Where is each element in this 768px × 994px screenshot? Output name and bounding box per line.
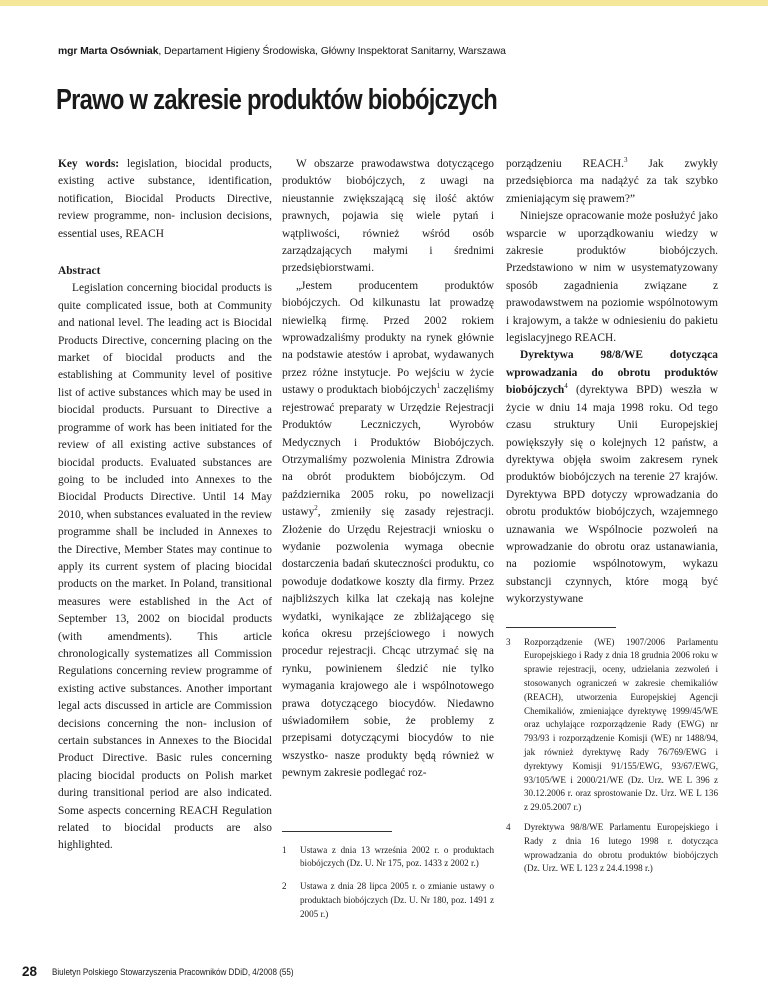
footnote-ref: 3	[624, 156, 628, 165]
text-run: (dyrektywa BPD) weszła w życie w dniu 14 maja 1998 roku. Od tego czasu struktury Unii Europejskiej powiększyły się o kolejnych 12 państw, a dyrektywa objęła swoim zakresem rynek produktów biobójczych na terenie 27 krajów. Dyrektywa BPD dotyczy wprowadzania do obrotu produktów biobójczych, wzajemnego uznawania we Wspólnocie pozwoleń na wprowadzanie do obrotu oraz ustanawiania, na poziomie wspólnotowym, wykazu substancji czynnych, które mogą być wykorzystywane	[506, 384, 718, 606]
text-run: , zmieniły się zasady rejestracji. Złożenie do Urzędu Rejestracji wniosku o wydanie pozwolenia wymaga obecnie dostarczenia badań skuteczności produktu, co powoduje dodatkowe koszty dla firmy. Przez najbliższych kilka lat czekają nas kolejne wydatki, wynikające ze zbliżającego się końca okresu przejściowego i nowych procedur rejestracji. Chcąc utrzymać się na rynku, powinienem śledzić nie tylko wymagania krajowego ale i wspólnotowego prawa dotyczącego biocydów. Niedawno uświadomiłem sobie, że problemy z przepisami dotyczącymi biocydów to nie wszystko- nasze produkty będą również w pewnym zakresie podlegać roz-	[282, 506, 494, 780]
text-run: Jak zwykły przedsiębiorca ma nadążyć za tak szybko zmieniającym się prawem?”	[506, 158, 718, 205]
footnote-text: Ustawa z dnia 13 września 2002 r. o produktach biobójczych (Dz. U. Nr 175, poz. 1433 z 2002 r.)	[300, 844, 494, 869]
text-run: „Jestem producentem produktów biobójczych. Od kilkunastu lat prowadzę niewielką firmę. Przed 2002 rokiem wprowadzaliśmy produkty na rynek głównie na podstawie atestów i aprobat, wydawanych przez różne instytucje. Po wejściu w życie ustawy o produktach biobójczych	[282, 279, 494, 397]
column-2	[282, 156, 494, 922]
keywords-label: Key words:	[58, 158, 120, 170]
keywords-text: legislation, biocidal products, existing active substance, identification, notification, Biocidal Products Directive, review programme, non- inclusion decisions, essential uses, REACH	[58, 158, 272, 240]
paragraph	[282, 278, 494, 783]
article-title: Prawo w zakresie produktów biobójczych	[56, 84, 498, 116]
directive-heading: Dyrektywa 98/8/WE dotycząca wprowadzania do obrotu produktów biobójczych	[506, 349, 718, 397]
page-number: 28	[22, 964, 38, 979]
author-name: mgr Marta Osówniak	[58, 46, 159, 57]
author-affiliation: , Departament Higieny Środowiska, Główny Inspektorat Sanitarny, Warszawa	[158, 46, 506, 57]
paragraph: W obszarze prawodawstwa dotyczącego produktów biobójczych, z uwagi na nieustannie zwiększającą się ilość aktów prawnych, pojawia się wiele pytań i wątpliwości, również wśród osób zarządzających małymi i średnimi przedsiębiorstwami.	[282, 158, 494, 275]
footnote	[506, 636, 718, 815]
footnote-number: 2	[282, 881, 287, 892]
paragraph	[506, 347, 718, 608]
footnote-ref: 1	[436, 382, 441, 391]
text-run: zaczęliśmy rejestrować preparaty w Urzędzie Rejestracji Produktów Leczniczych, Wyrobów Medycznych i Produktów Biobójczych. Otrzymaliśmy pozwolenia Ministra Zdrowia na obrót produktem biobójczym. Od października 2005 roku, po nowelizacji ustawy	[282, 384, 494, 519]
top-color-band	[0, 0, 768, 6]
footnote-ref: 2	[314, 504, 318, 513]
paragraph	[506, 156, 718, 208]
footnote-ref: 4	[564, 382, 568, 391]
page-footer	[0, 960, 768, 984]
footnote-text: Dyrektywa 98/8/WE Parlamentu Europejskiego i Rady z dnia 16 lutego 1998 r. dotycząca wprowadzania do obrotu produktów biobójczych (Dz. Urz. WE L 123 z 24.4.1998 r.)	[524, 821, 718, 874]
column-3	[506, 156, 718, 876]
journal-name: Biuletyn Polskiego Stowarzyszenia Pracowników DDiD, 4/2008 (55)	[52, 966, 294, 977]
footnote	[282, 844, 494, 872]
footnote-number: 1	[282, 844, 287, 855]
footnote	[506, 821, 718, 876]
footnote-text: Rozporządzenie (WE) 1907/2006 Parlamentu Europejskiego i Rady z dnia 18 grudnia 2006 roku w sprawie rejestracji, oceny, udzielania zezwoleń i stosowanych ograniczeń w zakresie chemikaliów (REACH), utworzenia Europejskiej Agencji Chemikaliów, zmieniające dyrektywę 1999/45/WE oraz uchylające rozporządzenie Rady (EWG) nr 793/93 i rozporządzenie Komisji (WE) nr 1488/94, jak również dyrektywę Rady 76/769/EWG i dyrektywy Komisji 91/155/EWG, 93/67/EWG, 93/105/WE i 2000/21/WE (Dz. Urz. WE L 396 z 30.12.2006 r. oraz sprostowanie Dz. Urz. WE L 136 z 29.05.2007 r.)	[524, 636, 718, 813]
footnote-text: Ustawa z dnia 28 lipca 2005 r. o zmianie ustawy o produktach biobójczych (Dz. U. Nr 180, poz. 1491 z 2005 r.)	[300, 881, 494, 919]
paragraph: Niniejsze opracowanie może posłużyć jako wsparcie w uporządkowaniu wiedzy w zakresie produktów biobójczych. Przedstawiono w nim w usystematyzowany sposób zagadnienia związane z prawodawstwem na poziomie wspólnotowym i krajowym, a także w odniesieniu do pakietu legislacyjnego REACH.	[506, 210, 718, 345]
keywords	[58, 156, 272, 243]
footnote-number: 4	[506, 821, 511, 832]
abstract-heading: Abstract	[58, 265, 101, 278]
column-1	[58, 156, 272, 855]
footnote	[282, 880, 494, 921]
abstract-text: Legislation concerning biocidal products is quite complicated issue, both at Community and national level. The leading act is Biocidal Products Directive, concerning placing on the market of biocidal products and the establishing at Community level of positive list of active substances which may be used in biocidal products. Pursuant to Directive a programme of work has been initiated for the review of all existing active substances of biocidal products. Evaluated substances are going to be included into Annexes to the Biocidal Products Directive. Until 14 May 2010, when substances evaluated in the review programme shall be included in Annexes to the Directive, Member States may continue to apply its current system of placing biocidal products on the market. In Poland, transitional measures were established in the Act of September 13, 2002 on biocidal products (with amendments). This article chronologically systematizes all Commission Regulations concerning review programme of existing active substances. Another important legal acts discussed in article are Commission decisions concerning the non- inclusion of certain substances in Annexes to the Biocidal Product Directive. Basic rules concerning placing biocidal products on Polish market during transitional period are also indicated. Some aspects concerning REACH Regulation related to biocidal products are also highlighted.	[58, 282, 272, 852]
text-run: porządzeniu REACH.	[506, 158, 624, 170]
footnote-number: 3	[506, 636, 511, 647]
author-line	[58, 46, 738, 57]
